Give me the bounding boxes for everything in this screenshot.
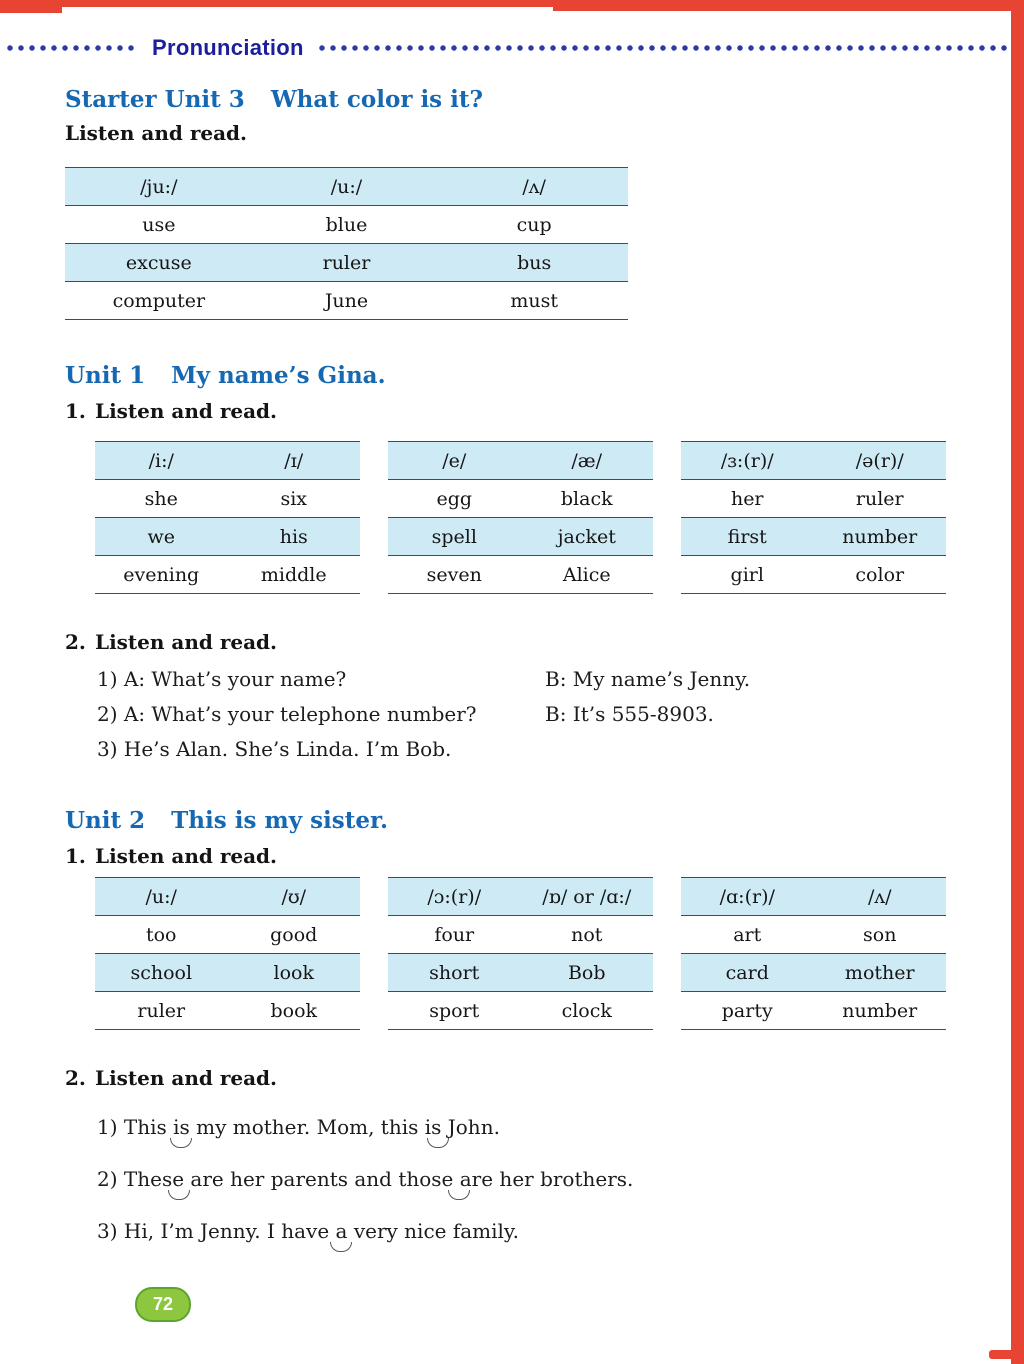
- unit2-tables: [65, 877, 959, 1030]
- liaison-mark-icon: [170, 1138, 192, 1148]
- phoneme-header: /ʌ/: [522, 175, 546, 198]
- word-cell: seven: [426, 563, 482, 586]
- word-cell: bus: [517, 251, 552, 274]
- sentence-line: [97, 1216, 959, 1246]
- dialogue-b: B: It’s 555-8903.: [545, 702, 714, 726]
- phonics-table: [388, 877, 653, 1030]
- unit2-label: Unit 2: [65, 807, 146, 834]
- dialogue-line: [97, 732, 959, 767]
- dialogue-line: [97, 662, 959, 697]
- unit2-sentences: [65, 1112, 959, 1246]
- table-row: [681, 556, 946, 594]
- dialogue-a: 1) A: What’s your name?: [97, 667, 347, 691]
- table-row: [681, 480, 946, 518]
- word-cell: not: [571, 923, 603, 946]
- word-cell: must: [510, 289, 558, 312]
- table-row: [95, 480, 360, 518]
- word-cell: jacket: [557, 525, 616, 548]
- word-cell: art: [733, 923, 762, 946]
- starter-phonics-table: [65, 167, 628, 320]
- word-cell: ruler: [322, 251, 371, 274]
- word-cell: card: [725, 961, 769, 984]
- listen-label: Listen and read.: [95, 844, 278, 868]
- phoneme-header: /ɑ:(r)/: [719, 885, 775, 908]
- dialogue-line: [97, 697, 959, 732]
- starter-unit-title: What color is it?: [270, 86, 483, 113]
- unit2-title: This is my sister.: [171, 807, 389, 834]
- item-number: 1.: [65, 844, 86, 868]
- listen-label: Listen and read.: [95, 630, 278, 654]
- scan-edge-bottom-right: [989, 1350, 1015, 1359]
- word-cell: excuse: [125, 251, 192, 274]
- starter-listen-label: Listen and read.: [65, 121, 248, 145]
- word-cell: Alice: [562, 563, 611, 586]
- word-cell: we: [147, 525, 175, 548]
- word-cell: school: [130, 961, 193, 984]
- table-row: [95, 556, 360, 594]
- page-number: 72: [152, 1294, 174, 1314]
- listen-label: Listen and read.: [95, 1066, 278, 1090]
- word-cell: black: [560, 487, 613, 510]
- unit1-tables: [65, 441, 959, 594]
- table-header-row: [388, 442, 653, 480]
- dialogue-a: 2) A: What’s your telephone number?: [97, 702, 477, 726]
- table-header-row: [65, 168, 628, 206]
- table-header-row: [95, 442, 360, 480]
- word-cell: too: [145, 923, 177, 946]
- word-cell: sport: [429, 999, 480, 1022]
- word-cell: color: [855, 563, 905, 586]
- phoneme-header: /u:/: [330, 175, 363, 198]
- table-row: [681, 992, 946, 1030]
- word-cell: evening: [123, 563, 200, 586]
- phonics-table: [681, 877, 946, 1030]
- table-header-row: [681, 442, 946, 480]
- phonics-table: [388, 441, 653, 594]
- pronunciation-title: Pronunciation: [152, 35, 304, 60]
- table-row: [681, 518, 946, 556]
- word-cell: short: [429, 961, 480, 984]
- unit2-item2: [65, 1066, 959, 1090]
- table-row: [388, 518, 653, 556]
- sentence-line: [97, 1112, 959, 1142]
- phonics-table: [681, 441, 946, 594]
- phoneme-header: /ɜ:(r)/: [720, 449, 774, 472]
- sentence-text: 3) Hi, I’m Jenny. I have a very nice family.: [97, 1219, 519, 1243]
- word-cell: egg: [436, 487, 473, 510]
- item-number: 2.: [65, 1066, 86, 1090]
- sentence-text: 1) This is my mother. Mom, this is John.: [97, 1115, 500, 1139]
- word-cell: she: [144, 487, 178, 510]
- word-cell: good: [270, 923, 318, 946]
- table-row: [65, 244, 628, 282]
- word-cell: Bob: [567, 961, 606, 984]
- phonics-table: [95, 441, 360, 594]
- table-row: [65, 282, 628, 320]
- word-cell: party: [721, 999, 773, 1022]
- word-cell: June: [324, 289, 369, 312]
- word-cell: girl: [730, 563, 764, 586]
- word-cell: son: [863, 923, 897, 946]
- liaison-mark-icon: [427, 1138, 449, 1148]
- unit1-title: My name’s Gina.: [171, 362, 386, 389]
- word-cell: cup: [516, 213, 552, 236]
- item-number: 2.: [65, 630, 86, 654]
- word-cell: use: [142, 213, 176, 236]
- unit2-item1: [65, 844, 959, 868]
- item-number: 1.: [65, 399, 86, 423]
- liaison-mark-icon: [330, 1242, 352, 1252]
- table-header-row: [388, 878, 653, 916]
- unit1-item2: [65, 630, 959, 654]
- listen-label: Listen and read.: [95, 399, 278, 423]
- word-cell: look: [273, 961, 314, 984]
- phoneme-header: /ʌ/: [867, 885, 892, 908]
- unit1-item1: [65, 399, 959, 423]
- word-cell: blue: [325, 213, 368, 236]
- phoneme-header: /ɪ/: [284, 449, 304, 472]
- table-row: [95, 954, 360, 992]
- table-row: [95, 916, 360, 954]
- phoneme-header: /ɔ:(r)/: [427, 885, 482, 908]
- scan-edge-top-right: [553, 0, 1024, 11]
- unit2-heading: [65, 807, 959, 834]
- word-cell: number: [842, 525, 918, 548]
- word-cell: ruler: [855, 487, 904, 510]
- table-row: [388, 556, 653, 594]
- dialogue-b: B: My name’s Jenny.: [545, 667, 751, 691]
- table-row: [681, 916, 946, 954]
- liaison-mark-icon: [448, 1190, 470, 1200]
- table-row: [388, 480, 653, 518]
- dotted-rule-left-icon: [6, 44, 138, 52]
- table-row: [95, 518, 360, 556]
- table-header-row: [681, 878, 946, 916]
- word-cell: middle: [260, 563, 327, 586]
- dialogue-a: 3) He’s Alan. She’s Linda. I’m Bob.: [97, 737, 452, 761]
- word-cell: his: [279, 525, 308, 548]
- phoneme-header: /ju:/: [140, 175, 178, 198]
- unit1-label: Unit 1: [65, 362, 146, 389]
- word-cell: mother: [844, 961, 915, 984]
- word-cell: ruler: [137, 999, 186, 1022]
- phoneme-header: /i:/: [148, 449, 174, 472]
- word-cell: book: [270, 999, 318, 1022]
- word-cell: four: [434, 923, 475, 946]
- phoneme-header: /æ/: [571, 449, 603, 472]
- dotted-rule-right-icon: [318, 44, 1018, 52]
- phoneme-header: /ʊ/: [281, 885, 307, 908]
- unit1-dialogues: [65, 662, 959, 767]
- phoneme-header: /ɒ/ or /ɑ:/: [542, 885, 632, 908]
- phonics-table: [95, 877, 360, 1030]
- starter-unit-heading: [65, 86, 959, 113]
- starter-unit-label: Starter Unit 3: [65, 86, 245, 113]
- word-cell: six: [280, 487, 308, 510]
- phoneme-header: /ə(r)/: [855, 449, 904, 472]
- table-row: [95, 992, 360, 1030]
- page-content: [0, 86, 1024, 1246]
- sentence-text: 2) These are her parents and those are her brothers.: [97, 1167, 634, 1191]
- scan-edge-right: [1011, 0, 1024, 1364]
- table-header-row: [95, 878, 360, 916]
- sentence-line: [97, 1164, 959, 1194]
- pronunciation-header: [0, 34, 1024, 62]
- table-row: [681, 954, 946, 992]
- word-cell: number: [842, 999, 918, 1022]
- phoneme-header: /e/: [442, 449, 467, 472]
- scan-edge-top-left: [0, 0, 62, 13]
- word-cell: clock: [561, 999, 612, 1022]
- table-row: [388, 916, 653, 954]
- word-cell: her: [730, 487, 764, 510]
- liaison-mark-icon: [168, 1190, 190, 1200]
- word-cell: computer: [112, 289, 206, 312]
- word-cell: spell: [431, 525, 477, 548]
- unit1-heading: [65, 362, 959, 389]
- word-cell: first: [727, 525, 767, 548]
- table-row: [388, 992, 653, 1030]
- table-row: [388, 954, 653, 992]
- phoneme-header: /u:/: [145, 885, 177, 908]
- table-row: [65, 206, 628, 244]
- page-number-badge: [135, 1287, 191, 1322]
